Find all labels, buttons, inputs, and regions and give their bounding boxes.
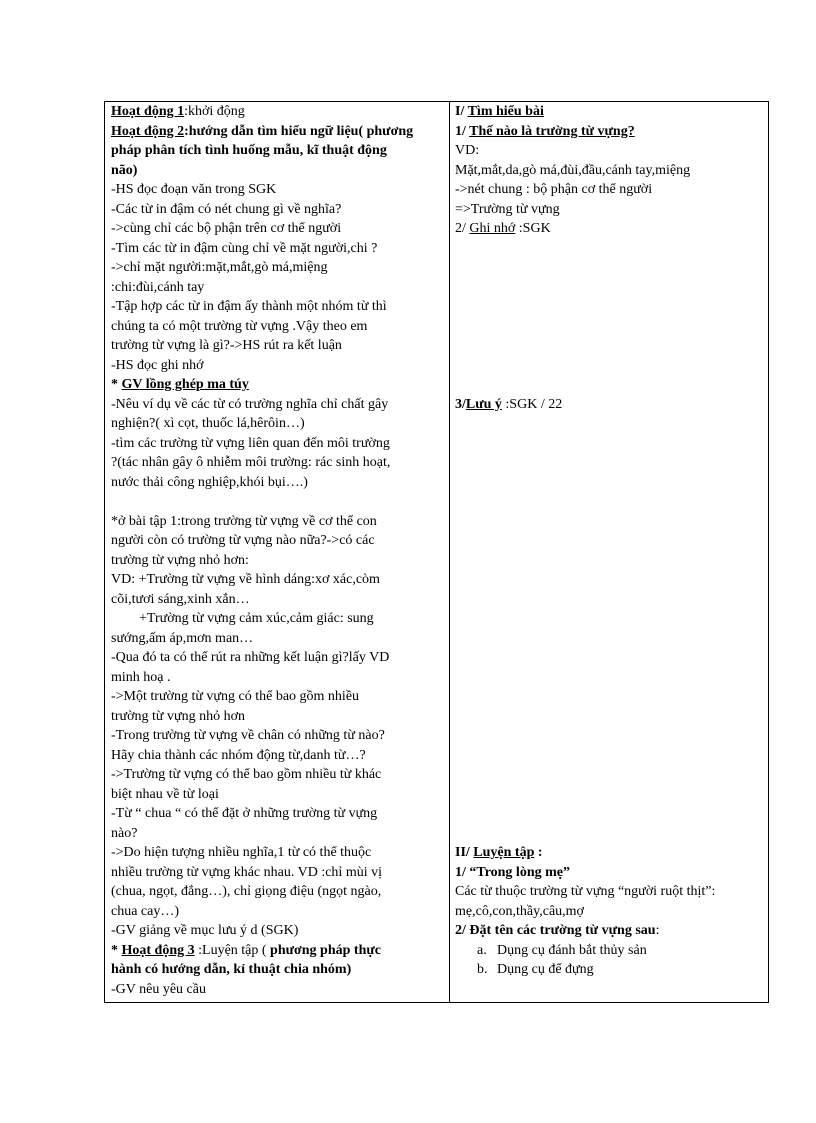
- right-column: [455, 102, 765, 980]
- blank-line: [455, 473, 765, 493]
- text-line: -Từ “ chua “ có thể đặt ở những trường từ vựng: [111, 806, 378, 821]
- text-line: * Hoạt động 3 :Luyện tập ( phương pháp thực: [111, 942, 381, 958]
- text-line: :chi:đùi,cánh tay: [111, 279, 205, 295]
- text-line: -GV nêu yêu cầu: [111, 981, 206, 997]
- text-line: trường từ vựng là gì?->HS rút ra kết luận: [111, 338, 342, 353]
- text-line: minh hoạ .: [111, 669, 171, 685]
- blank-line: [455, 824, 765, 844]
- text-line: -Qua đó ta có thể rút ra những kết luận gì?lấy VD: [111, 650, 390, 665]
- blank-line: [455, 707, 765, 727]
- column-divider: [449, 102, 450, 1002]
- list-item: a. Dụng cụ đánh bắt thủy sản: [477, 942, 647, 958]
- blank-line: [111, 492, 445, 512]
- text-line: -HS đọc ghi nhớ: [111, 357, 204, 373]
- text-line: nào?: [111, 825, 138, 841]
- section-heading: 1/ Thế nào là trường từ vựng?: [455, 123, 635, 139]
- list-item: b. Dụng cụ để đựng: [477, 962, 594, 977]
- text-line: -HS đọc đoạn văn trong SGK: [111, 182, 277, 197]
- blank-line: [455, 492, 765, 512]
- blank-line: [455, 434, 765, 454]
- blank-line: [455, 804, 765, 824]
- blank-line: [455, 239, 765, 259]
- blank-line: [455, 746, 765, 766]
- text-line: 3/Lưu ý :SGK / 22: [455, 396, 563, 412]
- section-heading: I/ Tìm hiểu bài: [455, 104, 544, 119]
- text-line: Các từ thuộc trường từ vựng “người ruột thịt”:: [455, 884, 716, 899]
- text-line: chúng ta có một trường từ vựng .Vậy theo em: [111, 318, 368, 334]
- text-line: -Trong trường từ vựng về chân có những từ nào?: [111, 728, 385, 743]
- blank-line: [455, 453, 765, 473]
- text-line: Mặt,mắt,da,gò má,đùi,đầu,cánh tay,miệng: [455, 162, 691, 178]
- blank-line: [455, 765, 765, 785]
- text-line: -Tập hợp các từ in đậm ấy thành một nhóm từ thì: [111, 299, 387, 314]
- text-line: =>Trường từ vựng: [455, 201, 560, 217]
- text-line: não): [111, 162, 138, 178]
- text-line: 2/ Ghi nhớ :SGK: [455, 221, 551, 236]
- text-line: * GV lồng ghép ma túy: [111, 377, 249, 392]
- text-line: VD:: [455, 143, 480, 158]
- blank-line: [455, 336, 765, 356]
- section-heading: II/ Luyện tập :: [455, 845, 543, 860]
- blank-line: [455, 356, 765, 376]
- blank-line: [455, 785, 765, 805]
- blank-line: [455, 726, 765, 746]
- text-line: 2/ Đặt tên các trường từ vựng sau:: [455, 923, 660, 938]
- text-line: trường từ vựng nhỏ hơn:: [111, 552, 249, 568]
- blank-line: [455, 375, 765, 395]
- blank-line: [455, 531, 765, 551]
- blank-line: [455, 512, 765, 532]
- text-line: -Các từ in đậm có nét chung gì về nghĩa?: [111, 201, 342, 217]
- text-line: Hoạt động 1:khởi động: [111, 104, 245, 119]
- text-line: nhiều trường từ vựng khác nhau. VD :chỉ mùi vị: [111, 864, 382, 880]
- blank-line: [455, 317, 765, 337]
- blank-line: [455, 414, 765, 434]
- text-line: trường từ vựng nhỏ hơn: [111, 708, 246, 724]
- text-line: pháp phân tích tình huống mẫu, kĩ thuật động: [111, 143, 387, 158]
- text-line: ->chỉ mặt người:mặt,mắt,gò má,miệng: [111, 260, 328, 275]
- blank-line: [455, 278, 765, 298]
- text-line: sướng,ấm áp,mơn man…: [111, 630, 254, 646]
- text-line: -GV giảng về mục lưu ý d (SGK): [111, 923, 299, 938]
- text-line: người còn có trường từ vựng nào nữa?->có các: [111, 533, 375, 548]
- blank-line: [455, 570, 765, 590]
- text-line: hành có hướng dẫn, kỉ thuật chia nhóm): [111, 962, 352, 977]
- text-line: -Tìm các từ in đậm cùng chỉ về mặt người,chi ?: [111, 240, 378, 256]
- text-line: ->Một trường từ vựng có thể bao gồm nhiều: [111, 689, 360, 704]
- text-line: Hãy chia thành các nhóm động từ,danh từ…?: [111, 747, 366, 763]
- text-line: (chua, ngọt, đắng…), chỉ giọng điệu (ngọt ngào,: [111, 884, 382, 899]
- text-line: ->nét chung : bộ phận cơ thể người: [455, 182, 653, 197]
- blank-line: [455, 629, 765, 649]
- exercise-title: 1/ “Trong lòng mẹ”: [455, 864, 570, 880]
- blank-line: [455, 297, 765, 317]
- blank-line: [455, 590, 765, 610]
- text-line: ->Trường từ vựng có thể bao gồm nhiều từ khác: [111, 767, 382, 782]
- text-line: *ở bài tập 1:trong trường từ vựng về cơ thể con: [111, 513, 377, 529]
- text-line: ->Do hiện tượng nhiều nghĩa,1 từ có thể thuộc: [111, 845, 372, 860]
- text-line: VD: +Trường từ vựng về hình dáng:xơ xác,còm: [111, 572, 380, 587]
- blank-line: [455, 609, 765, 629]
- text-line: Hoạt động 2:hướng dẫn tìm hiểu ngữ liệu( phương: [111, 123, 414, 139]
- text-line: nghiện?( xì cọt, thuốc lá,hêrôin…): [111, 416, 305, 431]
- text-line: mẹ,cô,con,thầy,câu,mợ: [455, 903, 584, 919]
- text-line: ->cùng chỉ các bộ phận trên cơ thể người: [111, 221, 342, 236]
- blank-line: [455, 668, 765, 688]
- text-line: +Trường từ vựng cảm xúc,cảm giác: sung: [139, 611, 374, 626]
- text-line: -Nêu ví dụ về các từ có trường nghĩa chỉ chất gây: [111, 396, 389, 412]
- text-line: chua cay…): [111, 903, 180, 919]
- text-line: -tìm các trường từ vựng liên quan đến môi trường: [111, 435, 390, 451]
- blank-line: [455, 687, 765, 707]
- text-line: cõi,tươi sáng,xinh xắn…: [111, 591, 250, 607]
- text-line: ?(tác nhân gây ô nhiễm môi trường: rác sinh hoạt,: [111, 455, 391, 470]
- blank-line: [455, 551, 765, 571]
- lesson-table: [104, 101, 769, 1003]
- blank-line: [455, 258, 765, 278]
- blank-line: [455, 648, 765, 668]
- left-column: [111, 102, 445, 999]
- text-line: biệt nhau về từ loại: [111, 786, 219, 802]
- text-line: nước thải công nghiệp,khói bụi….): [111, 474, 308, 490]
